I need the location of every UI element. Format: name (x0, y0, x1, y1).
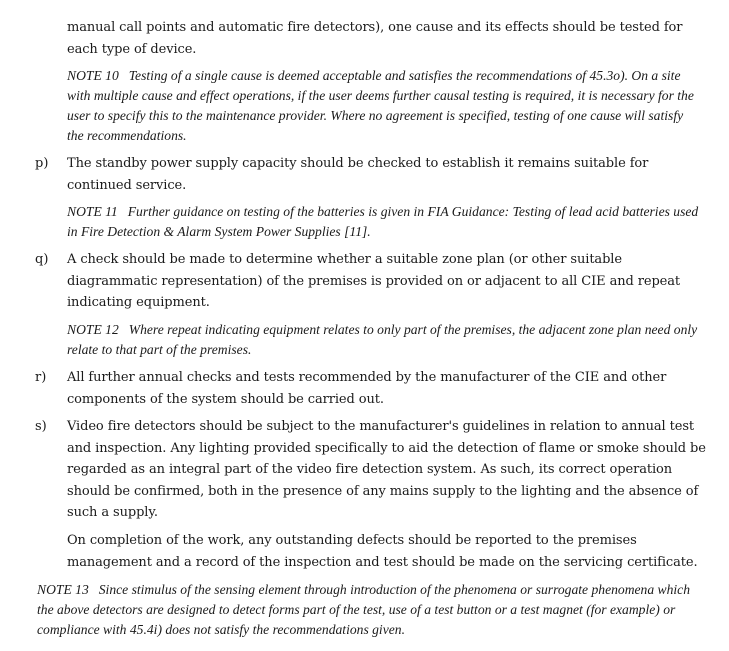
item-r-letter: r) (35, 370, 47, 385)
note-13-text: Since stimulus of the sensing element through introduction of the phenomena or surrogate phenomena which the above detectors are designed to detect forms part of the test, use of a test button or a test magnet (for example) or compliance with 45.4i) does not satisfy the recommendations given. (37, 582, 691, 637)
note-10-label: NOTE 10 (67, 68, 119, 83)
continuation-paragraph (67, 17, 707, 60)
completion-paragraph (67, 530, 707, 573)
note-13-label: NOTE 13 (37, 582, 89, 597)
note-13 (37, 580, 705, 640)
continuation-text: manual call points and automatic fire detectors), one cause and its effects should be tested for each type of device. (67, 20, 683, 57)
note-11-label: NOTE 11 (67, 204, 118, 219)
item-r-paragraph (67, 367, 707, 410)
note-12-text: Where repeat indicating equipment relates to only part of the premises, the adjacent zone plan need only relate to that part of the premises. (67, 322, 698, 357)
item-s-paragraph (67, 416, 707, 524)
item-r-text: All further annual checks and tests recommended by the manufacturer of the CIE and other components of the system should be carried out. (67, 370, 667, 407)
note-10-text: Testing of a single cause is deemed acceptable and satisfies the recommendations of 45.3o). On a site with multiple cause and effect operations, if the user deems further causal testing is required, it is necessary for the user to specify this to the maintenance provider. Where no agreement is specified, testing of one cause will satisfy the recommendations. (67, 68, 694, 143)
note-12-label: NOTE 12 (67, 322, 119, 337)
item-p-paragraph (67, 153, 707, 196)
note-12 (67, 320, 702, 360)
item-s-text: Video fire detectors should be subject to the manufacturer's guidelines in relation to annual test and inspection. Any lighting provided specifically to aid the detection of flame or smoke should be regarded as an integral part of the video fire detection system. As such, its correct operation should be confirmed, both in the presence of any mains supply to the lighting and the absence of such a supply. (67, 419, 706, 520)
item-s-letter: s) (35, 419, 47, 434)
item-p-text: The standby power supply capacity should be checked to establish it remains suitable for continued service. (67, 156, 649, 193)
item-p-letter: p) (35, 156, 49, 171)
note-10 (67, 66, 702, 146)
note-11-text: Further guidance on testing of the batteries is given in FIA Guidance: Testing of lead acid batteries used in Fire Detection & Alarm System Power Supplies [11]. (67, 204, 699, 239)
note-11 (67, 202, 702, 242)
item-q-paragraph (67, 249, 707, 314)
item-q-text: A check should be made to determine whether a suitable zone plan (or other suitable diagrammatic representation) of the premises is provided on or adjacent to all CIE and repeat indicating equipment. (67, 252, 681, 310)
completion-text: On completion of the work, any outstanding defects should be reported to the premises management and a record of the inspection and test should be made on the servicing certificate. (67, 533, 698, 570)
item-q-letter: q) (35, 252, 49, 267)
